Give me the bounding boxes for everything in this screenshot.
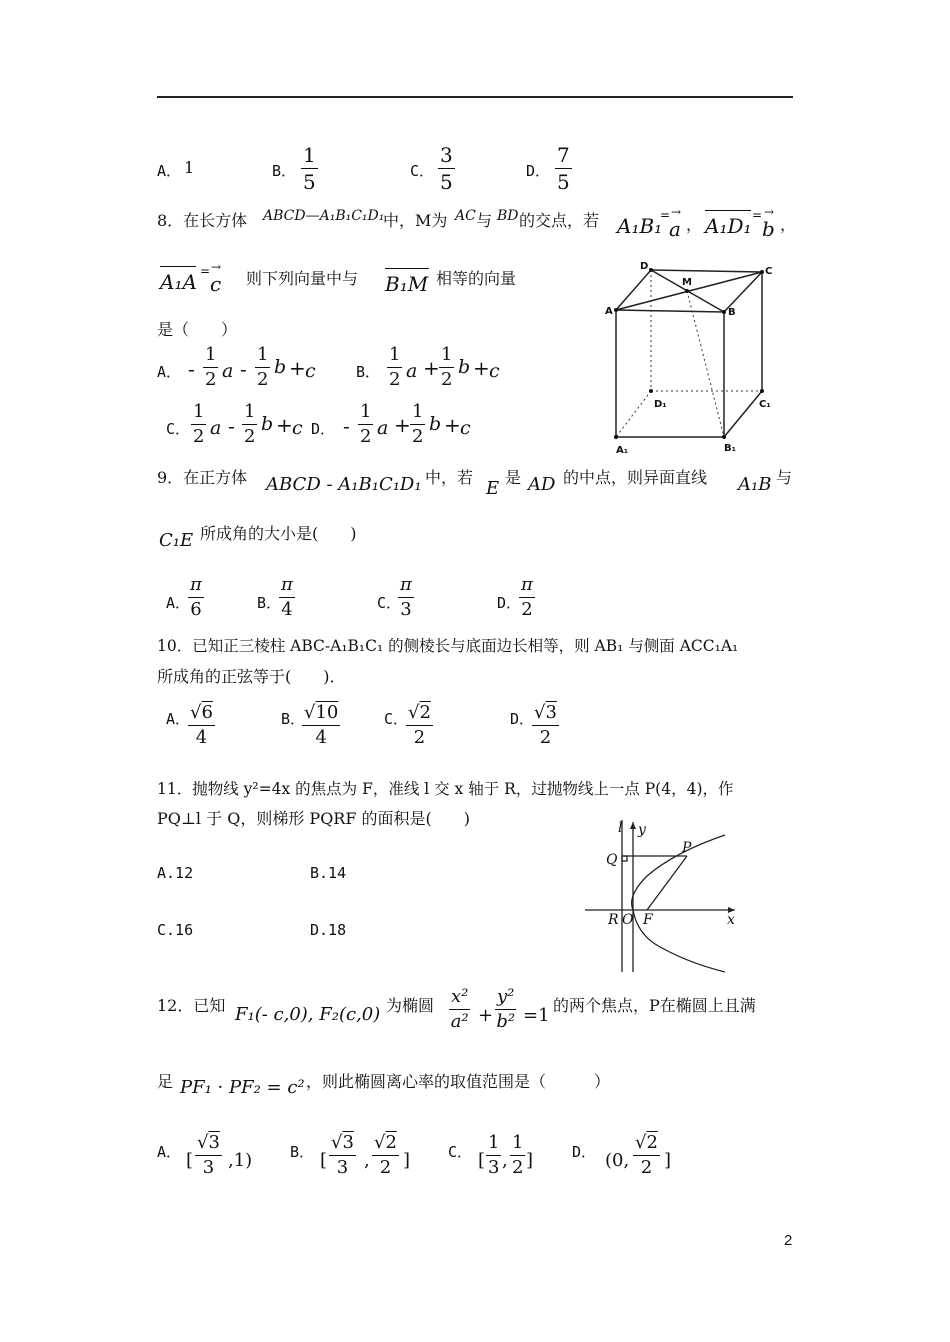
q8-option-a-half-2: 1 2 bbox=[257, 344, 269, 390]
q8-vec-b: → b bbox=[762, 205, 775, 241]
q8-option-d-minus: - bbox=[343, 414, 350, 438]
segment-fp bbox=[647, 856, 687, 910]
q7-option-b-label: B． bbox=[272, 162, 297, 180]
q8-option-d-c: c bbox=[460, 417, 471, 439]
q11-line-1: 11．抛物线 y²=4x 的焦点为 F，准线 l 交 x 轴于 R，过抛物线上一点 P(4，4)，作 bbox=[157, 780, 734, 798]
q8-option-b-half-2: 1 2 bbox=[441, 344, 453, 390]
q8-comma-2: ， bbox=[780, 215, 797, 234]
q8-text-4: 的交点，若 bbox=[519, 211, 600, 230]
q11-option-d: D.18 bbox=[310, 921, 347, 939]
q8-vec-a1a-arrow bbox=[160, 266, 196, 267]
q12-text-5: ，则此椭圆离心率的取值范围是（ ） bbox=[306, 1072, 611, 1091]
q12-option-a-bracket: [ bbox=[186, 1150, 194, 1171]
q12-option-d-open: (0, bbox=[605, 1150, 630, 1171]
hidden-d1a1 bbox=[616, 391, 651, 437]
q8-option-b-plus: + bbox=[423, 356, 440, 380]
q8-vec-a1d1: A₁D₁ bbox=[705, 214, 752, 238]
q8-vec-a1a: A₁A bbox=[160, 270, 197, 294]
label-p: P bbox=[682, 840, 692, 856]
q12-eq-1: =1 bbox=[523, 1005, 550, 1026]
q8-option-b-plus-2: + bbox=[473, 356, 490, 380]
q9-text-4: 的中点，则异面直线 bbox=[563, 468, 708, 487]
q8-option-b-c: c bbox=[489, 360, 500, 382]
q8-vec-b1m: B₁M bbox=[385, 272, 429, 296]
q10-option-b-fraction: √10 4 bbox=[304, 702, 339, 748]
q7-option-b-fraction: 1 5 bbox=[303, 143, 316, 194]
q9-c1e: C₁E bbox=[159, 530, 194, 551]
q12-option-c-close: ] bbox=[526, 1150, 534, 1171]
q8-eq-3: = bbox=[200, 264, 211, 278]
label-b: B bbox=[728, 307, 736, 318]
right-angle-mark bbox=[622, 856, 627, 861]
q8-text-7: 是（ ） bbox=[157, 320, 238, 339]
q7-option-a-label: A． bbox=[157, 162, 182, 180]
q9-text-6: 所成角的大小是( ) bbox=[200, 524, 357, 543]
q12-plus: + bbox=[478, 1005, 494, 1026]
label-m: M bbox=[682, 277, 692, 288]
q9-text-5: 与 bbox=[776, 468, 793, 487]
q8-vec-b1m-arrow bbox=[385, 268, 429, 269]
q12-option-c-bracket: [ bbox=[478, 1150, 486, 1171]
q8-option-b-half-1: 1 2 bbox=[389, 344, 401, 390]
q9-option-d-fraction: π 2 bbox=[521, 574, 533, 620]
q8-ac: AC bbox=[455, 208, 476, 224]
q12-option-b-comma: , bbox=[364, 1150, 370, 1171]
q9-text-2: 中，若 bbox=[425, 468, 474, 487]
q12-option-d-fraction: √2 2 bbox=[635, 1132, 658, 1178]
q12-x-fraction: x² a² bbox=[450, 986, 469, 1032]
header-rule bbox=[157, 96, 793, 98]
q8-option-c-a: a bbox=[210, 417, 222, 439]
q8-option-a-minus: - bbox=[188, 357, 195, 381]
q8-option-c-plus: + bbox=[276, 413, 293, 437]
edge-ab bbox=[616, 310, 724, 312]
q8-option-a-c: c bbox=[305, 360, 316, 382]
q12-option-c-comma: , bbox=[502, 1150, 508, 1171]
q8-option-c-b: b bbox=[261, 413, 274, 435]
q12-text-1: 12．已知 bbox=[157, 996, 226, 1015]
q8-text-5: 则下列向量中与 bbox=[246, 269, 359, 288]
q8-eq-1: = bbox=[660, 208, 671, 222]
label-o: O bbox=[622, 912, 634, 928]
q12-option-b-fraction-1: √3 3 bbox=[331, 1132, 354, 1178]
label-d: D bbox=[640, 261, 649, 272]
q12-option-a-label: A． bbox=[157, 1143, 182, 1161]
q10-option-a-fraction: √6 4 bbox=[190, 702, 213, 748]
label-r: R bbox=[608, 912, 619, 928]
q12-text-4: 足 bbox=[157, 1072, 174, 1091]
q7-option-c-fraction: 3 5 bbox=[440, 143, 453, 194]
q9-option-b-fraction: π 4 bbox=[281, 574, 293, 620]
q11-line-2: PQ⊥l 于 Q，则梯形 PQRF 的面积是( ) bbox=[157, 809, 471, 828]
q8-option-c-c: c bbox=[292, 417, 303, 439]
q11-option-b: B.14 bbox=[310, 864, 347, 882]
q12-option-c-fraction-1: 1 3 bbox=[488, 1132, 500, 1178]
q9-text-1: 9．在正方体 bbox=[157, 468, 248, 487]
parabola-figure bbox=[585, 812, 745, 977]
q8-option-a-half-1: 1 2 bbox=[205, 344, 217, 390]
q8-bd: BD bbox=[497, 208, 519, 224]
q8-option-a-minus-2: - bbox=[240, 357, 247, 381]
cuboid-figure bbox=[600, 255, 790, 455]
q12-option-c-label: C． bbox=[448, 1143, 473, 1161]
edge-cb bbox=[724, 272, 762, 312]
q8-vec-c: → c bbox=[210, 260, 222, 296]
q8-option-a-a: a bbox=[222, 360, 234, 382]
q8-option-b-b: b bbox=[458, 356, 471, 378]
label-c: C bbox=[765, 266, 773, 277]
q7-option-d-label: D． bbox=[526, 162, 551, 180]
q8-option-d-label: D． bbox=[311, 420, 336, 438]
q11-option-a: A.12 bbox=[157, 864, 194, 882]
q10-line-2: 所成角的正弦等于( )． bbox=[157, 667, 346, 686]
q9-text-3: 是 bbox=[505, 468, 522, 487]
q8-option-c-minus: - bbox=[228, 414, 235, 438]
q8-eq-2: = bbox=[752, 208, 763, 222]
q10-option-d-fraction: √3 2 bbox=[534, 702, 557, 748]
q8-option-d-plus-2: + bbox=[444, 413, 461, 437]
label-f: F bbox=[643, 912, 653, 928]
q8-option-b-a: a bbox=[406, 360, 418, 382]
q8-body: ABCD—A₁B₁C₁D₁ bbox=[263, 208, 385, 224]
q8-option-c-label: C． bbox=[166, 420, 191, 438]
edge-b1c1 bbox=[724, 391, 762, 437]
q8-option-d-half-1: 1 2 bbox=[360, 401, 372, 447]
q10-option-a-label: A． bbox=[166, 710, 191, 728]
q9-option-b-label: B． bbox=[257, 594, 282, 612]
q12-option-d-close: ] bbox=[664, 1150, 672, 1171]
q10-option-c-label: C． bbox=[384, 710, 409, 728]
q8-option-c-half-1: 1 2 bbox=[193, 401, 205, 447]
q12-y-fraction: y² b² bbox=[496, 986, 516, 1032]
q12-option-b-bracket: [ bbox=[320, 1150, 328, 1171]
q12-option-c-fraction-2: 1 2 bbox=[512, 1132, 524, 1178]
q9-ad: AD bbox=[528, 474, 556, 495]
page-number: 2 bbox=[784, 1232, 793, 1249]
q8-option-a-b: b bbox=[274, 356, 287, 378]
label-a1: A₁ bbox=[616, 445, 629, 455]
q9-option-d-label: D． bbox=[497, 594, 522, 612]
hidden-mb1 bbox=[687, 291, 724, 437]
q8-text-1: 8．在长方体 bbox=[157, 211, 248, 230]
q9-e: E bbox=[486, 478, 500, 499]
q12-option-a-tail: ,1) bbox=[228, 1150, 253, 1171]
q8-text-3: 与 bbox=[476, 211, 493, 230]
q8-option-d-b: b bbox=[429, 413, 442, 435]
label-c1: C₁ bbox=[759, 399, 771, 410]
q12-option-a-fraction: √3 3 bbox=[197, 1132, 220, 1178]
q8-option-c-half-2: 1 2 bbox=[244, 401, 256, 447]
q7-option-d-fraction: 7 5 bbox=[557, 143, 570, 194]
q9-option-a-label: A． bbox=[166, 594, 191, 612]
q8-option-d-plus: + bbox=[394, 413, 411, 437]
label-d1: D₁ bbox=[654, 399, 667, 410]
q11-option-c: C.16 bbox=[157, 921, 194, 939]
q8-text-2: 中，M为 bbox=[383, 211, 448, 230]
q12-dot-product: PF₁ · PF₂ = c² bbox=[180, 1077, 305, 1098]
q10-line-1: 10．已知正三棱柱 ABC-A₁B₁C₁ 的侧棱长与底面边长相等，则 AB₁ 与侧面 ACC₁A₁ bbox=[157, 637, 739, 655]
q8-comma: ， bbox=[686, 215, 703, 234]
q7-option-c-label: C． bbox=[410, 162, 435, 180]
q12-option-d-label: D． bbox=[572, 1143, 597, 1161]
y-arrow bbox=[630, 822, 636, 829]
q8-option-d-half-2: 1 2 bbox=[412, 401, 424, 447]
q10-option-b-label: B． bbox=[281, 710, 306, 728]
q9-option-a-fraction: π 6 bbox=[190, 574, 202, 620]
q8-vec-a1d1-arrow bbox=[705, 210, 751, 211]
q12-option-b-close: ] bbox=[403, 1150, 411, 1171]
q12-text-2: 为椭圆 bbox=[386, 996, 435, 1015]
q12-option-b-fraction-2: √2 2 bbox=[374, 1132, 397, 1178]
q9-a1b: A₁B bbox=[738, 474, 772, 495]
q8-option-a-label: A． bbox=[157, 363, 182, 381]
label-l: l bbox=[618, 820, 623, 836]
q8-option-d-a: a bbox=[377, 417, 389, 439]
q8-vec-a: → a bbox=[669, 205, 682, 241]
q8-option-a-plus: + bbox=[289, 356, 306, 380]
q8-text-6: 相等的向量 bbox=[436, 269, 517, 288]
q12-foci: F₁(- c,0), F₂(c,0) bbox=[235, 1004, 381, 1025]
label-q: Q bbox=[606, 852, 618, 868]
label-b1: B₁ bbox=[724, 443, 737, 454]
label-x: x bbox=[727, 912, 735, 928]
q8-option-b-label: B． bbox=[356, 363, 381, 381]
q10-option-d-label: D． bbox=[510, 710, 535, 728]
edge-dc bbox=[651, 270, 762, 272]
label-y: y bbox=[638, 822, 646, 838]
q9-option-c-fraction: π 3 bbox=[400, 574, 412, 620]
q12-text-3: 的两个焦点，P在椭圆上且满 bbox=[553, 996, 756, 1015]
q7-option-a-value: 1 bbox=[184, 158, 195, 177]
q9-body: ABCD - A₁B₁C₁D₁ bbox=[266, 474, 422, 495]
q12-option-b-label: B． bbox=[290, 1143, 315, 1161]
q8-vec-a1b1: A₁B₁ bbox=[617, 214, 663, 238]
label-a: A bbox=[605, 306, 613, 317]
edge-da bbox=[616, 270, 651, 310]
q9-option-c-label: C． bbox=[377, 594, 402, 612]
q10-option-c-fraction: √2 2 bbox=[408, 702, 431, 748]
